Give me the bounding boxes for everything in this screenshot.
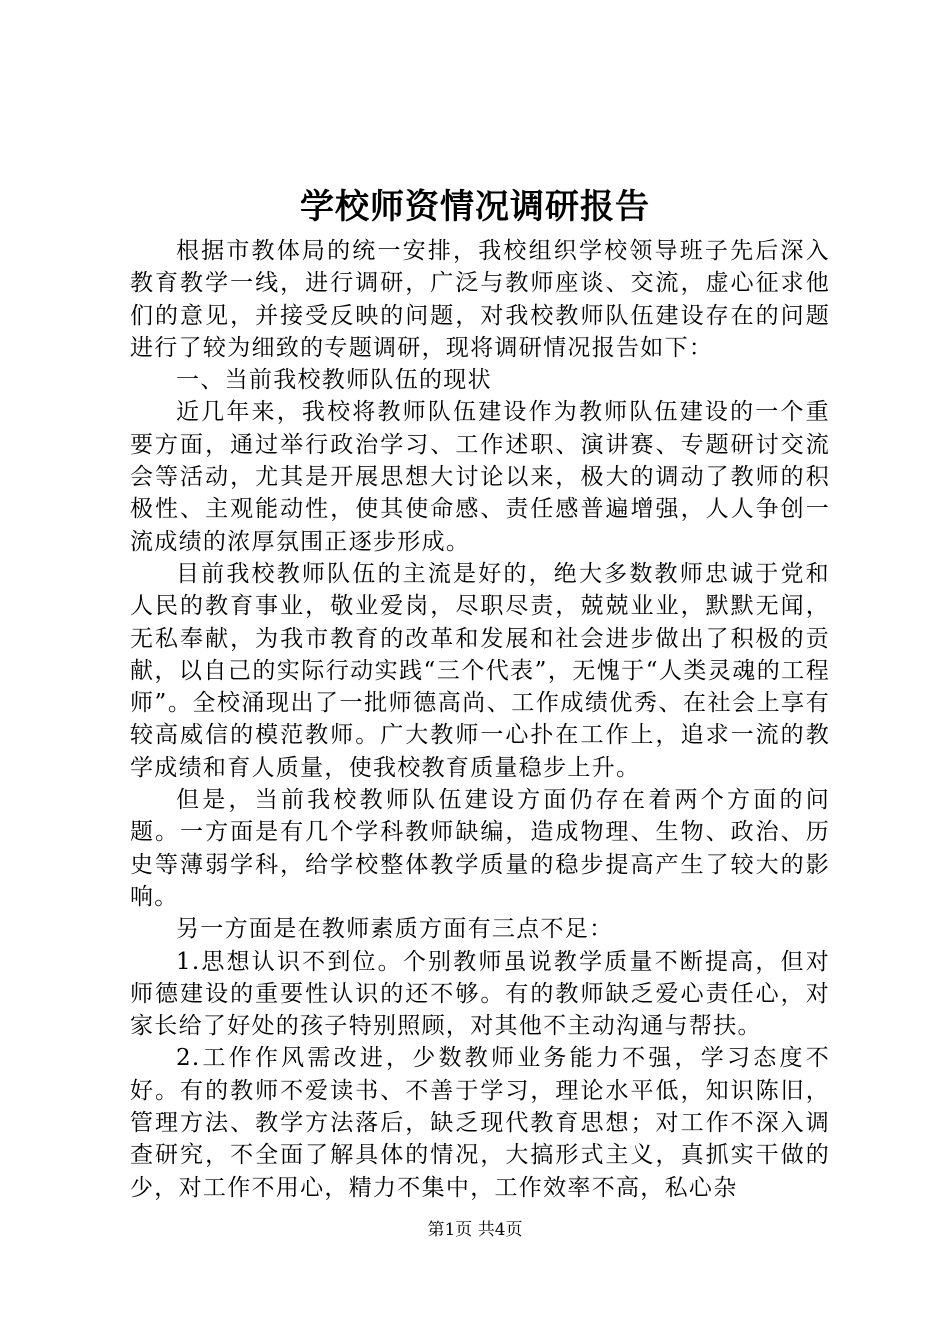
page-number-footer: 第1页 共4页 [427,1220,523,1240]
document-title: 学校师资情况调研报告 [300,187,650,227]
paragraph: 目前我校教师队伍的主流是好的，绝大多数教师忠诚于党和人民的教育事业，敬业爱岗，尽职尽责，兢兢业业，默默无闻，无私奉献，为我市教育的改革和发展和社会进步做出了积极的贡献，以自己的实际行动实践“三个代表”，无愧于“人类灵魂的工程师”。全校涌现出了一批师德高尚、工作成绩优秀、在社会上享有较高威信的模范教师。广大教师一心扑在工作上，追求一流的教学成绩和育人质量，使我校教育质量稳步上升。 [130,560,830,781]
paragraph-intro: 根据市教体局的统一安排，我校组织学校领导班子先后深入教育教学一线，进行调研，广泛与教师座谈、交流，虚心征求他们的意见，并接受反映的问题，对我校教师队伍建设存在的问题进行了较为细致的专题调研，现将调研情况报告如下： [130,238,830,361]
list-item-2: 2.工作作风需改进，少数教师业务能力不强，学习态度不好。有的教师不爱读书、不善于学习，理论水平低，知识陈旧，管理方法、教学方法落后，缺乏现代教育思想；对工作不深入调查研究，不全面了解具体的情况，大搞形式主义，真抓实干做的少，对工作不用心，精力不集中，工作效率不高，私心杂 [130,1045,830,1201]
paragraph: 近几年来，我校将教师队伍建设作为教师队伍建设的一个重要方面，通过举行政治学习、工作述职、演讲赛、专题研讨交流会等活动，尤其是开展思想大讨论以来，极大的调动了教师的积极性、主观能动性，使其使命感、责任感普遍增强，人人争创一流成绩的浓厚氛围正逐步形成。 [130,399,830,555]
list-item-1: 1.思想认识不到位。个别教师虽说教学质量不断提高，但对师德建设的重要性认识的还不够。有的教师缺乏爱心责任心，对家长给了好处的孩子特别照顾，对其他不主动沟通与帮扶。 [130,948,830,1040]
document-body [130,235,830,1204]
paragraph: 另一方面是在教师素质方面有三点不足： [176,916,614,943]
section-heading: 一、当前我校教师队伍的现状 [176,367,492,394]
paragraph: 但是，当前我校教师队伍建设方面仍存在着两个方面的问题。一方面是有几个学科教师缺编，造成物理、生物、政治、历史等薄弱学科，给学校整体教学质量的稳步提高产生了较大的影响。 [130,787,830,910]
